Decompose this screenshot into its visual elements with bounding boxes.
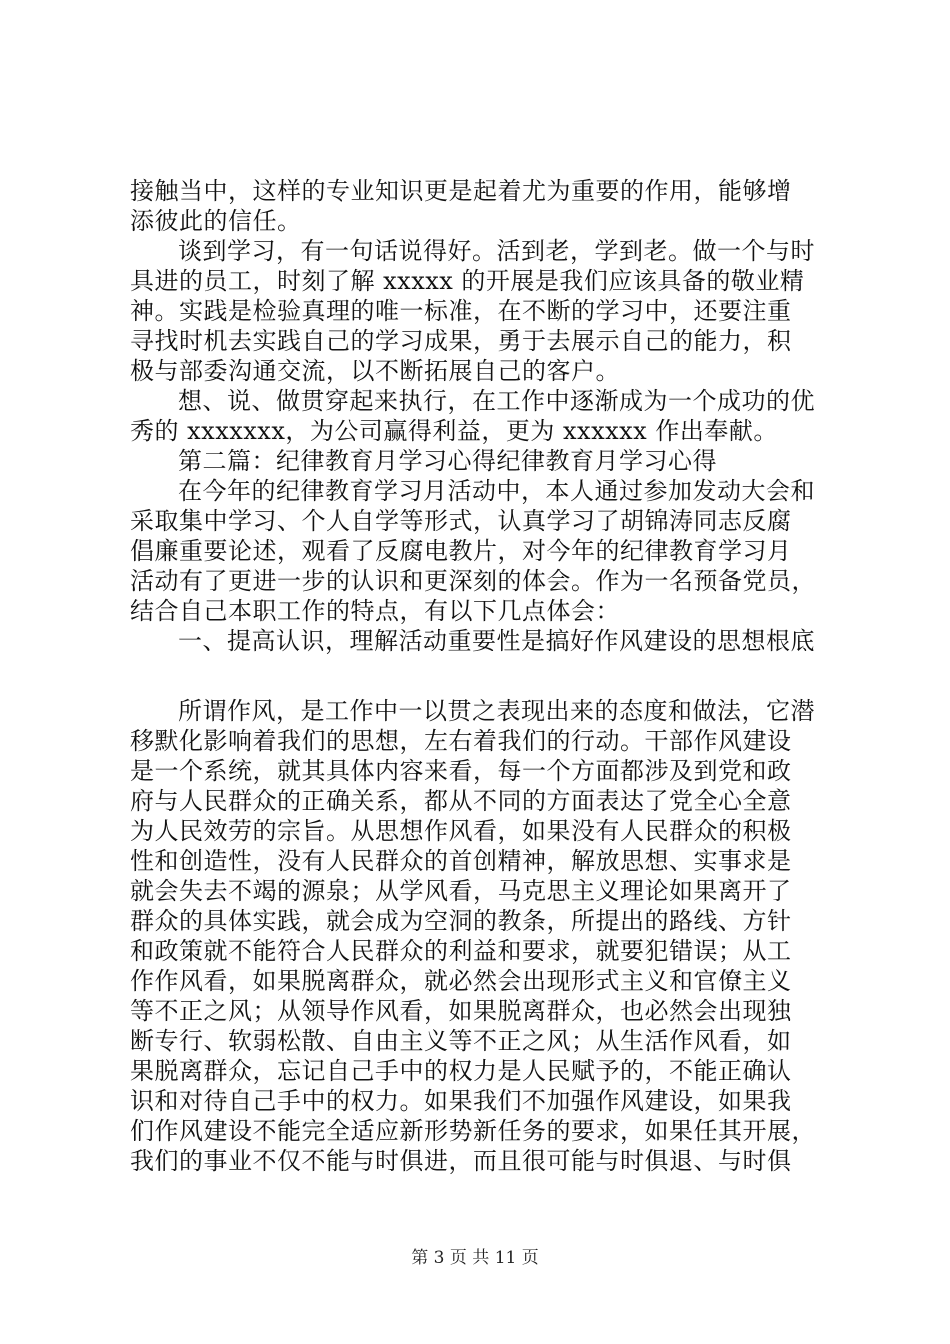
text-line: 采取集中学习、个人自学等形式，认真学习了胡锦涛同志反腐 [130, 507, 792, 535]
subheading: 一、提高认识，理解活动重要性是搞好作风建设的思想根底 [178, 627, 815, 655]
text-line: 倡廉重要论述，观看了反腐电教片，对今年的纪律教育学习月 [130, 537, 792, 565]
text-line: 和政策就不能符合人民群众的利益和要求，就要犯错误；从工 [130, 937, 792, 965]
text-line: 等不正之风；从领导作风看，如果脱离群众，也必然会出现独 [130, 997, 792, 1025]
text-line: 群众的具体实践，就会成为空洞的教条，所提出的路线、方针 [130, 907, 792, 935]
text-line: 秀的 xxxxxxx，为公司赢得利益，更为 xxxxxx 作出奉献。 [130, 417, 778, 445]
text-line: 想、说、做贯穿起来执行，在工作中逐渐成为一个成功的优 [178, 387, 815, 415]
text-line: 府与人民群众的正确关系，都从不同的方面表达了党全心全意 [130, 787, 792, 815]
page-number: 第 3 页 共 11 页 [411, 1248, 539, 1268]
text-line: 结合自己本职工作的特点，有以下几点体会： [130, 597, 620, 625]
text-line: 我们的事业不仅不能与时俱进，而且很可能与时俱退、与时俱 [130, 1147, 792, 1175]
text-line: 在今年的纪律教育学习月活动中，本人通过参加发动大会和 [178, 477, 815, 505]
text-line: 接触当中，这样的专业知识更是起着尤为重要的作用，能够增 [130, 177, 792, 205]
text-line: 极与部委沟通交流，以不断拓展自己的客户。 [130, 357, 620, 385]
text-line: 们作风建设不能完全适应新形势新任务的要求，如果任其开展， [130, 1117, 816, 1145]
text-line: 作作风看，如果脱离群众，就必然会出现形式主义和官僚主义 [130, 967, 792, 995]
text-line: 就会失去不竭的源泉；从学风看，马克思主义理论如果离开了 [130, 877, 792, 905]
text-line: 添彼此的信任。 [130, 207, 302, 235]
text-line: 活动有了更进一步的认识和更深刻的体会。作为一名预备党员， [130, 567, 816, 595]
text-line: 具进的员工，时刻了解 xxxxx 的开展是我们应该具备的敬业精 [130, 267, 805, 295]
text-line: 移默化影响着我们的思想，左右着我们的行动。干部作风建设 [130, 727, 792, 755]
text-line: 谈到学习，有一句话说得好。活到老，学到老。做一个与时 [178, 237, 815, 265]
text-line: 识和对待自己手中的权力。如果我们不加强作风建设，如果我 [130, 1087, 792, 1115]
text-line: 性和创造性，没有人民群众的首创精神，解放思想、实事求是 [130, 847, 792, 875]
text-line: 是一个系统，就其具体内容来看，每一个方面都涉及到党和政 [130, 757, 792, 785]
text-line: 断专行、软弱松散、自由主义等不正之风；从生活作风看，如 [130, 1027, 792, 1055]
section-heading: 第二篇：纪律教育月学习心得纪律教育月学习心得 [178, 447, 717, 475]
text-line: 神。实践是检验真理的唯一标准，在不断的学习中，还要注重 [130, 297, 792, 325]
text-line: 为人民效劳的宗旨。从思想作风看，如果没有人民群众的积极 [130, 817, 792, 845]
text-line: 所谓作风，是工作中一以贯之表现出来的态度和做法，它潜 [178, 697, 815, 725]
text-line: 果脱离群众，忘记自己手中的权力是人民赋予的，不能正确认 [130, 1057, 792, 1085]
text-line: 寻找时机去实践自己的学习成果，勇于去展示自己的能力，积 [130, 327, 792, 355]
